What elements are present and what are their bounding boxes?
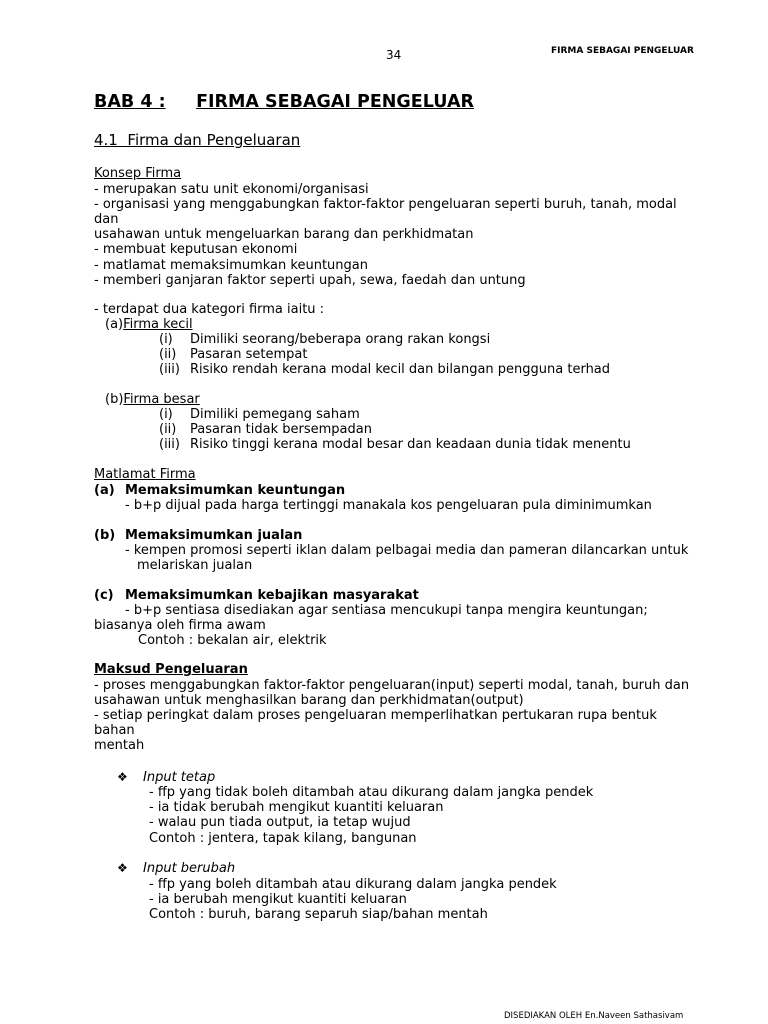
matlamat-b-title: Memaksimumkan jualan (125, 528, 303, 543)
list-item: Dimiliki seorang/beberapa orang rakan kongsi (190, 332, 491, 347)
list-marker: (b) (105, 392, 124, 407)
firma-kecil-heading (105, 317, 193, 332)
input-tetap-title: Input tetap (143, 770, 216, 785)
input-tetap-example: Contoh : jentera, tapak kilang, bangunan (149, 831, 417, 846)
list-item-number: (ii) (159, 347, 177, 362)
input-tetap-line: - walau pun tiada output, ia tetap wujud (149, 815, 411, 830)
list-marker: (c) (94, 588, 114, 603)
konsep-line: usahawan untuk mengeluarkan barang dan perkhidmatan (94, 227, 474, 242)
section-number: 4.1 (94, 131, 118, 149)
chapter-heading (94, 92, 474, 112)
maksud-heading: Maksud Pengeluaran (94, 662, 248, 677)
matlamat-b-line: - kempen promosi seperti iklan dalam pelbagai media dan pameran dilancarkan untuk (125, 543, 689, 558)
input-berubah-line: - ffp yang boleh ditambah atau dikurang dalam jangka pendek (149, 877, 557, 892)
maksud-line: usahawan untuk menghasilkan barang dan perkhidmatan(output) (94, 693, 524, 708)
konsep-line: - membuat keputusan ekonomi (94, 242, 298, 257)
list-item: Pasaran setempat (190, 347, 308, 362)
section-title: Firma dan Pengeluaran (127, 131, 301, 149)
list-item: Dimiliki pemegang saham (190, 407, 360, 422)
maksud-line: bahan (94, 723, 135, 738)
list-item-number: (ii) (159, 422, 177, 437)
list-marker: (b) (94, 528, 116, 543)
page-number: 34 (386, 48, 402, 62)
diamond-bullet-icon: ❖ (117, 770, 128, 784)
chapter-title: FIRMA SEBAGAI PENGELUAR (196, 92, 474, 112)
input-berubah-line: - ia berubah mengikut kuantiti keluaran (149, 892, 407, 907)
footer-credit: DISEDIAKAN OLEH En.Naveen Sathasivam (504, 1011, 684, 1021)
matlamat-c-title: Memaksimumkan kebajikan masyarakat (125, 588, 419, 603)
konsep-heading: Konsep Firma (94, 166, 182, 181)
list-item-number: (i) (159, 332, 173, 347)
running-title: FIRMA SEBAGAI PENGELUAR (551, 46, 694, 56)
list-marker: (a) (94, 483, 115, 498)
kategori-intro: - terdapat dua kategori firma iaitu : (94, 302, 325, 317)
list-item: Risiko rendah kerana modal kecil dan bilangan pengguna terhad (190, 362, 611, 377)
firma-kecil-label: Firma kecil (123, 317, 193, 332)
input-berubah-example: Contoh : buruh, barang separuh siap/bahan mentah (149, 907, 488, 922)
maksud-line: mentah (94, 738, 145, 753)
firma-besar-label: Firma besar (123, 392, 200, 407)
list-marker: (a) (105, 317, 124, 332)
matlamat-c-line: biasanya oleh firma awam (94, 618, 266, 633)
list-item-number: (i) (159, 407, 173, 422)
matlamat-b-line: melariskan jualan (137, 558, 253, 573)
matlamat-heading: Matlamat Firma (94, 467, 196, 482)
konsep-line: - matlamat memaksimumkan keuntungan (94, 258, 368, 273)
konsep-line: - memberi ganjaran faktor seperti upah, sewa, faedah dan untung (94, 273, 526, 288)
matlamat-c-example: Contoh : bekalan air, elektrik (138, 633, 327, 648)
section-heading (94, 131, 300, 149)
input-tetap-line: - ia tidak berubah mengikut kuantiti keluaran (149, 800, 444, 815)
input-berubah-title: Input berubah (143, 861, 236, 876)
konsep-line: - organisasi yang menggabungkan faktor-faktor pengeluaran seperti buruh, tanah, modal (94, 197, 677, 212)
diamond-bullet-icon: ❖ (117, 861, 128, 875)
matlamat-a-title: Memaksimumkan keuntungan (125, 483, 346, 498)
list-item-number: (iii) (159, 437, 180, 452)
matlamat-a-line: - b+p dijual pada harga tertinggi manakala kos pengeluaran pula diminimumkan (125, 498, 652, 513)
list-item: Risiko tinggi kerana modal besar dan keadaan dunia tidak menentu (190, 437, 631, 452)
firma-besar-heading (105, 392, 200, 407)
maksud-line: - setiap peringkat dalam proses pengeluaran memperlihatkan pertukaran rupa bentuk (94, 708, 657, 723)
input-tetap-line: - ffp yang tidak boleh ditambah atau dikurang dalam jangka pendek (149, 785, 594, 800)
chapter-label: BAB 4 : (94, 92, 166, 112)
maksud-line: - proses menggabungkan faktor-faktor pengeluaran(input) seperti modal, tanah, buruh dan (94, 678, 690, 693)
list-item-number: (iii) (159, 362, 180, 377)
list-item: Pasaran tidak bersempadan (190, 422, 372, 437)
konsep-line: dan (94, 212, 119, 227)
konsep-line: - merupakan satu unit ekonomi/organisasi (94, 182, 369, 197)
matlamat-c-line: - b+p sentiasa disediakan agar sentiasa mencukupi tanpa mengira keuntungan; (125, 603, 648, 618)
